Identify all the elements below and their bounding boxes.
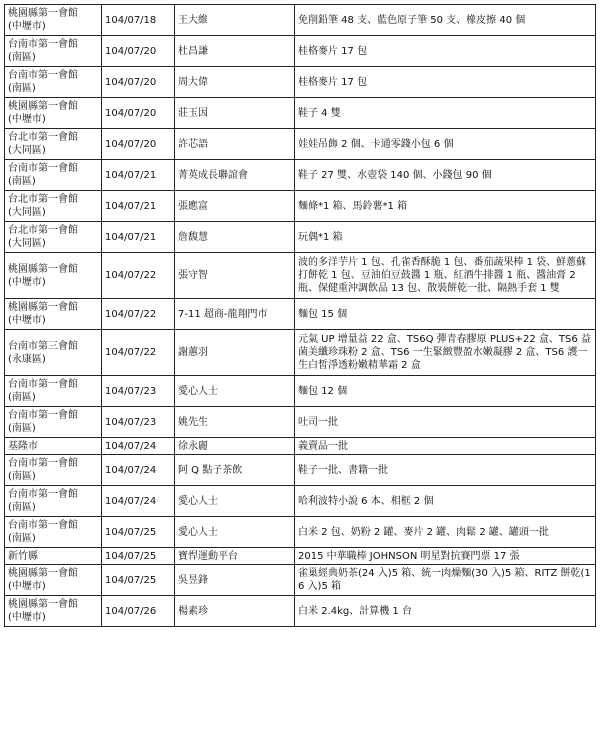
items-cell: 白米 2.4kg、計算機 1 台	[295, 596, 596, 627]
org-cell: 桃園縣第一會館 (中壢市)	[5, 253, 102, 299]
org-cell: 台南市第一會館 (南區)	[5, 486, 102, 517]
items-cell: 麵包 15 個	[295, 299, 596, 330]
table-row	[5, 67, 596, 98]
table-row	[5, 98, 596, 129]
donor-cell: 周大偉	[175, 67, 295, 98]
table-row	[5, 548, 596, 565]
date-cell: 104/07/18	[102, 5, 175, 36]
date-cell: 104/07/25	[102, 548, 175, 565]
donor-cell: 王大維	[175, 5, 295, 36]
donor-cell: 愛心人士	[175, 517, 295, 548]
table-row	[5, 129, 596, 160]
date-cell: 104/07/25	[102, 565, 175, 596]
donor-cell: 愛心人士	[175, 376, 295, 407]
date-cell: 104/07/20	[102, 36, 175, 67]
org-cell: 桃園縣第一會館 (中壢市)	[5, 98, 102, 129]
items-cell: 哈利波特小說 6 本、相框 2 個	[295, 486, 596, 517]
org-cell: 台北市第一會館 (大同區)	[5, 129, 102, 160]
org-cell: 桃園縣第一會館 (中壢市)	[5, 565, 102, 596]
items-cell: 義賣品一批	[295, 438, 596, 455]
items-cell: 娃娃吊飾 2 個、卡通零錢小包 6 個	[295, 129, 596, 160]
date-cell: 104/07/20	[102, 98, 175, 129]
items-cell: 吐司一批	[295, 407, 596, 438]
org-cell: 基隆市	[5, 438, 102, 455]
items-cell: 桂格麥片 17 包	[295, 36, 596, 67]
donation-table-body	[5, 5, 596, 627]
org-cell: 新竹縣	[5, 548, 102, 565]
donor-cell: 詹馥慧	[175, 222, 295, 253]
items-cell: 鞋子一批、書籍一批	[295, 455, 596, 486]
org-cell: 台南市第一會館 (南區)	[5, 517, 102, 548]
donation-table	[4, 4, 596, 627]
items-cell: 元氣 UP 增量益 22 盒、TS6Q 彈青春膠原 PLUS+22 盒、TS6 益菌美纖珍珠粉 2 盒、TS6 一生緊緻豐盈水嫩凝膠 2 盒、TS6 護一生白皙淨透粉嫩精華霜 2 盒	[295, 330, 596, 376]
org-cell: 台南市第一會館 (南區)	[5, 160, 102, 191]
donor-cell: 阿 Q 點子茶飲	[175, 455, 295, 486]
table-row	[5, 596, 596, 627]
table-row	[5, 407, 596, 438]
date-cell: 104/07/23	[102, 407, 175, 438]
org-cell: 台南市第一會館 (南區)	[5, 36, 102, 67]
donor-cell: 張應富	[175, 191, 295, 222]
org-cell: 桃園縣第一會館 (中壢市)	[5, 5, 102, 36]
org-cell: 台北市第一會館 (大同區)	[5, 191, 102, 222]
org-cell: 台南市第一會館 (南區)	[5, 67, 102, 98]
donor-cell: 菁英成長聯誼會	[175, 160, 295, 191]
items-cell: 鞋子 4 雙	[295, 98, 596, 129]
items-cell: 雀巢經典奶茶(24 入)5 箱、統一肉燥麵(30 入)5 箱、RITZ 餅乾(16 入)5 箱	[295, 565, 596, 596]
items-cell: 免削鉛筆 48 支、藍色原子筆 50 支、橡皮擦 40 個	[295, 5, 596, 36]
donor-cell: 愛心人士	[175, 486, 295, 517]
date-cell: 104/07/24	[102, 486, 175, 517]
table-row	[5, 455, 596, 486]
table-row	[5, 486, 596, 517]
donor-cell: 杜昌謙	[175, 36, 295, 67]
items-cell: 麵包 12 個	[295, 376, 596, 407]
donor-cell: 姚先生	[175, 407, 295, 438]
donor-cell: 寶悍運動平台	[175, 548, 295, 565]
table-row	[5, 330, 596, 376]
items-cell: 麵條*1 箱、馬鈴薯*1 箱	[295, 191, 596, 222]
date-cell: 104/07/22	[102, 253, 175, 299]
date-cell: 104/07/24	[102, 438, 175, 455]
date-cell: 104/07/21	[102, 191, 175, 222]
table-row	[5, 299, 596, 330]
org-cell: 台北市第一會館 (大同區)	[5, 222, 102, 253]
date-cell: 104/07/21	[102, 160, 175, 191]
items-cell: 鞋子 27 雙、水壺袋 140 個、小錢包 90 個	[295, 160, 596, 191]
date-cell: 104/07/25	[102, 517, 175, 548]
table-row	[5, 5, 596, 36]
donor-cell: 莊玉因	[175, 98, 295, 129]
date-cell: 104/07/23	[102, 376, 175, 407]
items-cell: 白米 2 包、奶粉 2 罐、麥片 2 罐、肉鬆 2 罐、罐頭一批	[295, 517, 596, 548]
date-cell: 104/07/24	[102, 455, 175, 486]
donor-cell: 7-11 超商-龍翔門市	[175, 299, 295, 330]
items-cell: 波的多洋芋片 1 包、孔雀香酥脆 1 包、番茄蔬果棒 1 袋、鮮蔥蘇打餅乾 1 包、豆油伯豆鼓醬 1 瓶、紅酒牛排醬 1 瓶、醬油膏 2 瓶、保健重沖調飲品 13 包、散裝餅乾一批、隔熱手套 1 雙	[295, 253, 596, 299]
donor-cell: 張守智	[175, 253, 295, 299]
date-cell: 104/07/26	[102, 596, 175, 627]
org-cell: 桃園縣第一會館 (中壢市)	[5, 596, 102, 627]
date-cell: 104/07/20	[102, 129, 175, 160]
date-cell: 104/07/20	[102, 67, 175, 98]
items-cell: 玩偶*1 箱	[295, 222, 596, 253]
donor-cell: 謝蕙羽	[175, 330, 295, 376]
org-cell: 台南市第一會館 (南區)	[5, 376, 102, 407]
org-cell: 桃園縣第一會館 (中壢市)	[5, 299, 102, 330]
table-row	[5, 565, 596, 596]
date-cell: 104/07/22	[102, 330, 175, 376]
table-row	[5, 517, 596, 548]
items-cell: 2015 中華職棒 JOHNSON 明星對抗賽門票 17 張	[295, 548, 596, 565]
org-cell: 台南市第一會館 (南區)	[5, 407, 102, 438]
donor-cell: 徐永麗	[175, 438, 295, 455]
table-row	[5, 222, 596, 253]
table-row	[5, 160, 596, 191]
donor-cell: 楊素珍	[175, 596, 295, 627]
table-row	[5, 191, 596, 222]
date-cell: 104/07/22	[102, 299, 175, 330]
org-cell: 台南市第一會館 (南區)	[5, 455, 102, 486]
org-cell: 台南市第三會館 (永康區)	[5, 330, 102, 376]
donor-cell: 許芯語	[175, 129, 295, 160]
date-cell: 104/07/21	[102, 222, 175, 253]
table-row	[5, 438, 596, 455]
table-row	[5, 253, 596, 299]
donor-cell: 吳昱鋒	[175, 565, 295, 596]
table-row	[5, 376, 596, 407]
table-row	[5, 36, 596, 67]
items-cell: 桂格麥片 17 包	[295, 67, 596, 98]
